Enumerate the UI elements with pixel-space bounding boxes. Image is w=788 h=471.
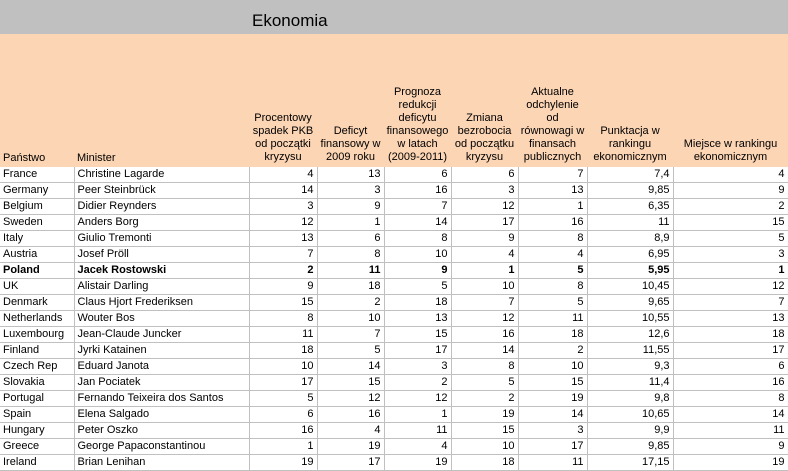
header-deficit-forecast: Prognoza redukcji deficytu finansowego w latach (2009-2011) — [384, 34, 451, 167]
cell-minister: Brian Lenihan — [74, 455, 249, 471]
cell-gdp-drop: 18 — [249, 343, 317, 359]
cell-country: Slovakia — [0, 375, 74, 391]
cell-fiscal-deviation: 8 — [518, 279, 587, 295]
table-row — [0, 247, 788, 263]
header-gdp-drop: Procentowy spadek PKB od początki kryzysu — [249, 34, 317, 167]
cell-fiscal-deviation: 5 — [518, 295, 587, 311]
cell-deficit-2009: 10 — [317, 311, 384, 327]
header-score: Punktacja w rankingu ekonomicznym — [587, 34, 673, 167]
table-row — [0, 199, 788, 215]
cell-fiscal-deviation: 18 — [518, 327, 587, 343]
cell-gdp-drop: 4 — [249, 167, 317, 183]
cell-deficit-forecast: 18 — [384, 295, 451, 311]
title-bar — [0, 0, 788, 34]
cell-gdp-drop: 3 — [249, 199, 317, 215]
table-row — [0, 439, 788, 455]
table-row — [0, 295, 788, 311]
cell-rank: 9 — [673, 439, 788, 455]
cell-gdp-drop: 19 — [249, 455, 317, 471]
cell-gdp-drop: 7 — [249, 247, 317, 263]
cell-score: 10,45 — [587, 279, 673, 295]
cell-score: 5,95 — [587, 263, 673, 279]
cell-minister: Didier Reynders — [74, 199, 249, 215]
cell-fiscal-deviation: 5 — [518, 263, 587, 279]
table-row — [0, 455, 788, 471]
table-row — [0, 311, 788, 327]
table-row — [0, 215, 788, 231]
cell-gdp-drop: 17 — [249, 375, 317, 391]
cell-score: 11 — [587, 215, 673, 231]
cell-unemployment-change: 16 — [451, 327, 518, 343]
cell-deficit-forecast: 8 — [384, 231, 451, 247]
table-row — [0, 343, 788, 359]
cell-deficit-2009: 9 — [317, 199, 384, 215]
cell-unemployment-change: 6 — [451, 167, 518, 183]
cell-unemployment-change: 15 — [451, 423, 518, 439]
cell-rank: 15 — [673, 215, 788, 231]
cell-country: Denmark — [0, 295, 74, 311]
cell-country: Spain — [0, 407, 74, 423]
table-row — [0, 375, 788, 391]
cell-score: 7,4 — [587, 167, 673, 183]
header-fiscal-deviation: Aktualne odchylenie od równowagi w finansach publicznych — [518, 34, 587, 167]
cell-deficit-forecast: 9 — [384, 263, 451, 279]
cell-minister: Peer Steinbrück — [74, 183, 249, 199]
cell-deficit-2009: 2 — [317, 295, 384, 311]
ranking-table — [0, 34, 788, 471]
cell-deficit-2009: 19 — [317, 439, 384, 455]
cell-country: Germany — [0, 183, 74, 199]
cell-fiscal-deviation: 3 — [518, 423, 587, 439]
cell-fiscal-deviation: 4 — [518, 247, 587, 263]
cell-deficit-2009: 8 — [317, 247, 384, 263]
table-row — [0, 407, 788, 423]
cell-country: France — [0, 167, 74, 183]
cell-deficit-2009: 14 — [317, 359, 384, 375]
cell-rank: 3 — [673, 247, 788, 263]
cell-gdp-drop: 6 — [249, 407, 317, 423]
cell-rank: 4 — [673, 167, 788, 183]
cell-minister: Anders Borg — [74, 215, 249, 231]
cell-country: Netherlands — [0, 311, 74, 327]
cell-deficit-forecast: 3 — [384, 359, 451, 375]
cell-deficit-2009: 6 — [317, 231, 384, 247]
cell-rank: 14 — [673, 407, 788, 423]
cell-deficit-forecast: 19 — [384, 455, 451, 471]
cell-deficit-2009: 18 — [317, 279, 384, 295]
cell-gdp-drop: 8 — [249, 311, 317, 327]
cell-gdp-drop: 9 — [249, 279, 317, 295]
cell-rank: 8 — [673, 391, 788, 407]
cell-score: 6,95 — [587, 247, 673, 263]
cell-unemployment-change: 18 — [451, 455, 518, 471]
cell-gdp-drop: 11 — [249, 327, 317, 343]
table-row — [0, 167, 788, 183]
table-row — [0, 183, 788, 199]
cell-unemployment-change: 1 — [451, 263, 518, 279]
cell-score: 9,3 — [587, 359, 673, 375]
cell-rank: 13 — [673, 311, 788, 327]
cell-deficit-forecast: 16 — [384, 183, 451, 199]
cell-gdp-drop: 14 — [249, 183, 317, 199]
cell-country: Finland — [0, 343, 74, 359]
header-country: Państwo — [0, 34, 74, 167]
cell-fiscal-deviation: 10 — [518, 359, 587, 375]
cell-deficit-forecast: 7 — [384, 199, 451, 215]
cell-deficit-2009: 15 — [317, 375, 384, 391]
cell-unemployment-change: 10 — [451, 279, 518, 295]
table-row — [0, 359, 788, 375]
cell-unemployment-change: 12 — [451, 199, 518, 215]
cell-minister: Jan Pociatek — [74, 375, 249, 391]
cell-country: Sweden — [0, 215, 74, 231]
cell-minister: Christine Lagarde — [74, 167, 249, 183]
cell-minister: Alistair Darling — [74, 279, 249, 295]
cell-deficit-2009: 1 — [317, 215, 384, 231]
cell-unemployment-change: 10 — [451, 439, 518, 455]
cell-minister: Peter Oszko — [74, 423, 249, 439]
cell-rank: 17 — [673, 343, 788, 359]
cell-rank: 5 — [673, 231, 788, 247]
cell-minister: Jean-Claude Juncker — [74, 327, 249, 343]
cell-country: Italy — [0, 231, 74, 247]
cell-country: Czech Rep — [0, 359, 74, 375]
cell-rank: 7 — [673, 295, 788, 311]
table-row — [0, 263, 788, 279]
cell-gdp-drop: 12 — [249, 215, 317, 231]
cell-fiscal-deviation: 19 — [518, 391, 587, 407]
cell-unemployment-change: 19 — [451, 407, 518, 423]
cell-fiscal-deviation: 16 — [518, 215, 587, 231]
cell-score: 11,4 — [587, 375, 673, 391]
cell-gdp-drop: 15 — [249, 295, 317, 311]
cell-unemployment-change: 14 — [451, 343, 518, 359]
cell-score: 10,55 — [587, 311, 673, 327]
cell-rank: 2 — [673, 199, 788, 215]
cell-deficit-2009: 3 — [317, 183, 384, 199]
cell-fiscal-deviation: 17 — [518, 439, 587, 455]
header-minister: Minister — [74, 34, 249, 167]
cell-unemployment-change: 8 — [451, 359, 518, 375]
cell-deficit-2009: 16 — [317, 407, 384, 423]
cell-country: Ireland — [0, 455, 74, 471]
cell-deficit-2009: 4 — [317, 423, 384, 439]
cell-deficit-forecast: 17 — [384, 343, 451, 359]
cell-deficit-2009: 12 — [317, 391, 384, 407]
cell-deficit-2009: 11 — [317, 263, 384, 279]
table-row — [0, 423, 788, 439]
cell-unemployment-change: 17 — [451, 215, 518, 231]
cell-deficit-forecast: 5 — [384, 279, 451, 295]
cell-minister: Josef Pröll — [74, 247, 249, 263]
cell-deficit-forecast: 15 — [384, 327, 451, 343]
cell-rank: 11 — [673, 423, 788, 439]
cell-country: Belgium — [0, 199, 74, 215]
cell-score: 9,65 — [587, 295, 673, 311]
cell-unemployment-change: 5 — [451, 375, 518, 391]
cell-country: Greece — [0, 439, 74, 455]
cell-minister: Eduard Janota — [74, 359, 249, 375]
cell-minister: Jacek Rostowski — [74, 263, 249, 279]
page-title: Ekonomia — [252, 11, 328, 30]
cell-fiscal-deviation: 14 — [518, 407, 587, 423]
cell-deficit-forecast: 13 — [384, 311, 451, 327]
cell-deficit-2009: 13 — [317, 167, 384, 183]
cell-deficit-forecast: 10 — [384, 247, 451, 263]
cell-unemployment-change: 3 — [451, 183, 518, 199]
cell-rank: 12 — [673, 279, 788, 295]
cell-deficit-forecast: 6 — [384, 167, 451, 183]
cell-minister: Fernando Teixeira dos Santos — [74, 391, 249, 407]
cell-country: Austria — [0, 247, 74, 263]
cell-gdp-drop: 16 — [249, 423, 317, 439]
cell-score: 6,35 — [587, 199, 673, 215]
cell-score: 9,85 — [587, 439, 673, 455]
cell-unemployment-change: 7 — [451, 295, 518, 311]
cell-deficit-forecast: 4 — [384, 439, 451, 455]
table-row — [0, 327, 788, 343]
cell-score: 17,15 — [587, 455, 673, 471]
cell-gdp-drop: 13 — [249, 231, 317, 247]
cell-minister: Giulio Tremonti — [74, 231, 249, 247]
cell-score: 10,65 — [587, 407, 673, 423]
cell-gdp-drop: 10 — [249, 359, 317, 375]
cell-score: 11,55 — [587, 343, 673, 359]
cell-fiscal-deviation: 15 — [518, 375, 587, 391]
cell-gdp-drop: 2 — [249, 263, 317, 279]
cell-deficit-forecast: 2 — [384, 375, 451, 391]
cell-rank: 18 — [673, 327, 788, 343]
cell-deficit-2009: 7 — [317, 327, 384, 343]
cell-rank: 9 — [673, 183, 788, 199]
cell-fiscal-deviation: 11 — [518, 311, 587, 327]
cell-deficit-2009: 17 — [317, 455, 384, 471]
cell-gdp-drop: 5 — [249, 391, 317, 407]
cell-deficit-forecast: 1 — [384, 407, 451, 423]
cell-country: Portugal — [0, 391, 74, 407]
cell-fiscal-deviation: 8 — [518, 231, 587, 247]
cell-fiscal-deviation: 2 — [518, 343, 587, 359]
header-row — [0, 34, 788, 167]
cell-fiscal-deviation: 7 — [518, 167, 587, 183]
cell-minister: Jyrki Katainen — [74, 343, 249, 359]
cell-unemployment-change: 4 — [451, 247, 518, 263]
cell-minister: Wouter Bos — [74, 311, 249, 327]
cell-rank: 1 — [673, 263, 788, 279]
cell-country: UK — [0, 279, 74, 295]
cell-deficit-forecast: 14 — [384, 215, 451, 231]
cell-score: 8,9 — [587, 231, 673, 247]
cell-minister: George Papaconstantinou — [74, 439, 249, 455]
cell-minister: Elena Salgado — [74, 407, 249, 423]
cell-country: Poland — [0, 263, 74, 279]
cell-rank: 19 — [673, 455, 788, 471]
table-row — [0, 391, 788, 407]
cell-unemployment-change: 9 — [451, 231, 518, 247]
cell-deficit-2009: 5 — [317, 343, 384, 359]
header-deficit-2009: Deficyt finansowy w 2009 roku — [317, 34, 384, 167]
cell-rank: 6 — [673, 359, 788, 375]
cell-minister: Claus Hjort Frederiksen — [74, 295, 249, 311]
cell-country: Luxembourg — [0, 327, 74, 343]
table-row — [0, 231, 788, 247]
header-unemployment-change: Zmiana bezrobocia od początku kryzysu — [451, 34, 518, 167]
cell-fiscal-deviation: 13 — [518, 183, 587, 199]
cell-gdp-drop: 1 — [249, 439, 317, 455]
cell-score: 9,9 — [587, 423, 673, 439]
header-rank: Miejsce w rankingu ekonomicznym — [673, 34, 788, 167]
cell-deficit-forecast: 12 — [384, 391, 451, 407]
cell-score: 9,8 — [587, 391, 673, 407]
table-row — [0, 279, 788, 295]
cell-score: 12,6 — [587, 327, 673, 343]
cell-fiscal-deviation: 11 — [518, 455, 587, 471]
cell-deficit-forecast: 11 — [384, 423, 451, 439]
cell-score: 9,85 — [587, 183, 673, 199]
cell-unemployment-change: 12 — [451, 311, 518, 327]
cell-fiscal-deviation: 1 — [518, 199, 587, 215]
cell-country: Hungary — [0, 423, 74, 439]
cell-rank: 16 — [673, 375, 788, 391]
cell-unemployment-change: 2 — [451, 391, 518, 407]
